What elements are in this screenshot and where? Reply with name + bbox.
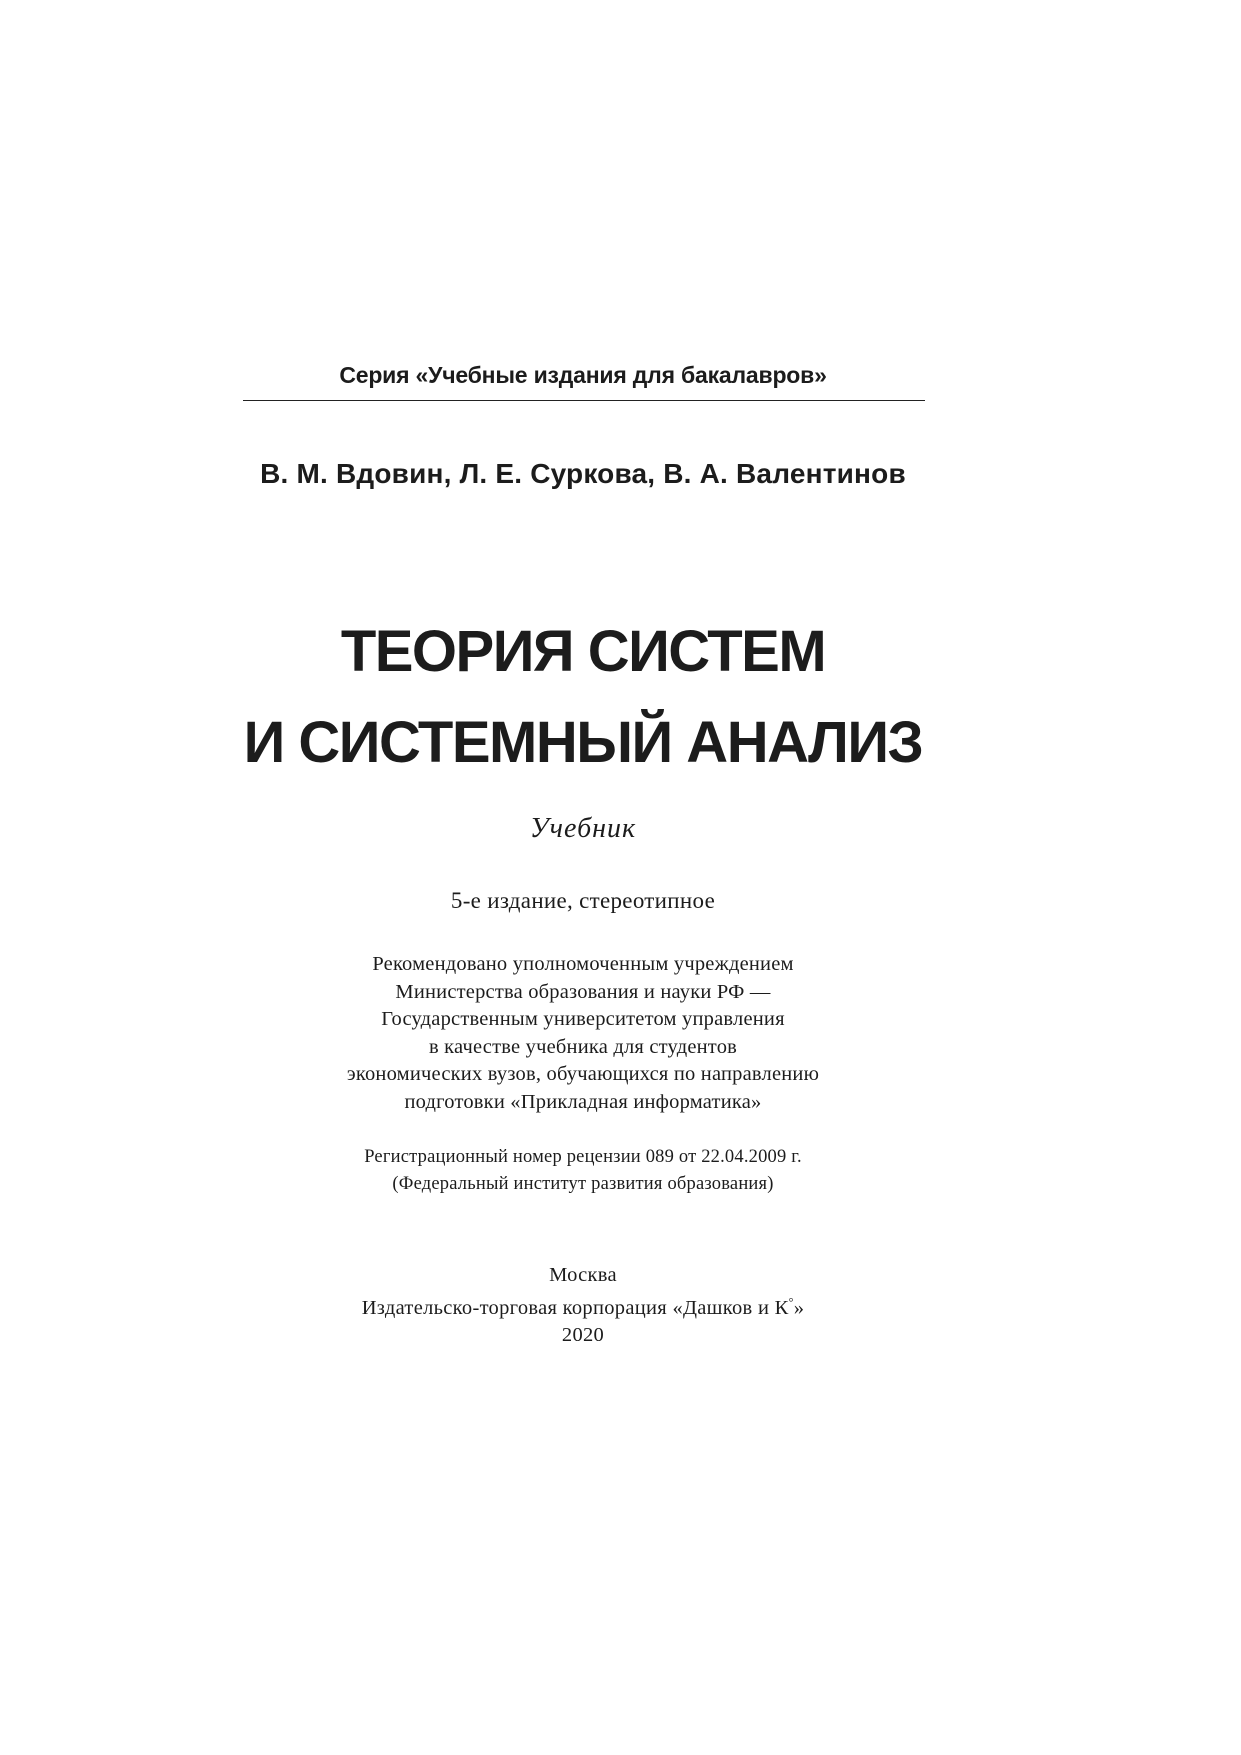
recommendation-note — [0, 951, 1166, 1116]
imprint-city: Москва — [549, 1264, 617, 1286]
recommendation-line: Рекомендовано уполномоченным учреждением — [372, 953, 794, 975]
registration-line: (Федеральный институт развития образования) — [392, 1174, 774, 1194]
recommendation-line: экономических вузов, обучающихся по направлению — [346, 1063, 820, 1085]
book-title-line-2: И СИСТЕМНЫЙ АНАЛИЗ — [243, 710, 923, 775]
imprint-publisher — [0, 1289, 1166, 1322]
book-title-line-1: ТЕОРИЯ СИСТЕМ — [340, 619, 826, 684]
publisher-degree-mark: ° — [788, 1295, 794, 1309]
recommendation-line: Государственным университетом управления — [381, 1008, 785, 1030]
publisher-name: Издательско-торговая корпорация «Дашков и К — [361, 1297, 789, 1319]
imprint — [0, 1262, 1166, 1349]
edition-note: 5-е издание, стереотипное — [450, 888, 716, 913]
recommendation-line: Министерства образования и науки РФ — — [395, 980, 771, 1003]
registration-line: Регистрационный номер рецензии 089 от 22.04.2009 г. — [364, 1147, 802, 1167]
series-divider — [243, 400, 925, 401]
imprint-year: 2020 — [561, 1324, 605, 1346]
document-type: Учебник — [529, 813, 637, 844]
series-title: Серия «Учебные издания для бакалавров» — [339, 362, 827, 388]
authors: В. М. Вдовин, Л. Е. Суркова, В. А. Валентинов — [260, 458, 906, 489]
recommendation-line: в качестве учебника для студентов — [428, 1035, 738, 1058]
recommendation-line: подготовки «Прикладная информатика» — [404, 1090, 762, 1113]
registration-note — [0, 1144, 1166, 1198]
publisher-closing-quote: » — [793, 1297, 805, 1319]
